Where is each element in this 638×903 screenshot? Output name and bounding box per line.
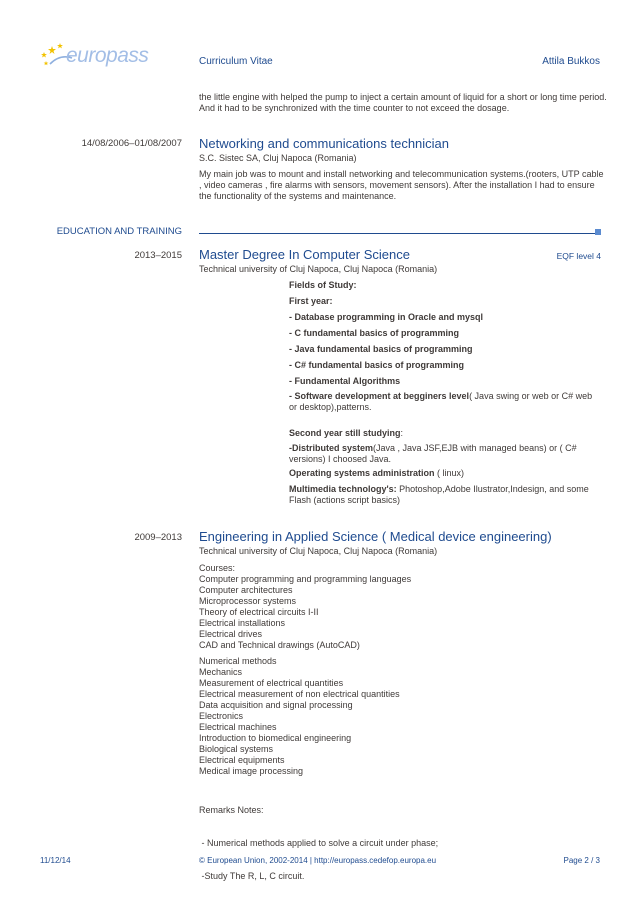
study-item-software <box>289 391 609 413</box>
distributed-bold: -Distributed system <box>289 443 374 453</box>
os-bold: Operating systems administration <box>289 468 435 478</box>
list-item: Electrical drives <box>199 629 263 639</box>
engineering-dates: 2009–2013 <box>134 532 182 543</box>
section-divider <box>199 233 596 234</box>
study-item-multimedia <box>289 484 609 506</box>
list-item: Theory of electrical circuits I-II <box>199 607 319 617</box>
list-item: Courses: <box>199 563 236 573</box>
footer-date: 11/12/14 <box>40 856 71 865</box>
footer-copyright: © European Union, 2002-2014 | http://europass.cedefop.europa.eu <box>199 856 437 865</box>
list-item: Electronics <box>199 711 244 721</box>
multimedia-rest: Photoshop,Adobe Ilustrator,Indesign, and some <box>396 484 589 494</box>
text-line: the functionality of the systems and maintenance. <box>199 191 397 201</box>
list-item: Medical image processing <box>199 766 304 776</box>
footer-page-number: Page 2 / 3 <box>563 856 600 865</box>
study-item: - C# fundamental basics of programming <box>289 360 465 370</box>
list-item: Remarks Notes: <box>199 805 264 815</box>
text-line: , video cameras , fire alarms with sensors, movement sensors). After the installation I had to ensure <box>199 180 595 190</box>
software-line2: or desktop),patterns. <box>289 402 372 412</box>
study-item-os <box>289 468 609 479</box>
text-line: And it had to be synchronized with the time counter to not exceed the dosage. <box>199 103 510 113</box>
text-line: the little engine with helped the pump to inject a certain amount of liquid for a short or long time period. <box>199 92 607 102</box>
engineering-institution: Technical university of Cluj Napoca, Cluj Napoca (Romania) <box>199 546 438 556</box>
multimedia-line2: Flash (actions script basics) <box>289 495 401 505</box>
list-item: Electrical equipments <box>199 755 285 765</box>
list-item: Numerical methods <box>199 656 277 666</box>
list-item: Biological systems <box>199 744 274 754</box>
list-item: Mechanics <box>199 667 243 677</box>
software-rest: ( Java swing or web or C# web <box>469 391 593 401</box>
master-title: Master Degree In Computer Science <box>199 247 410 262</box>
courses-list-b <box>199 656 609 777</box>
engineering-title: Engineering in Applied Science ( Medical device engineering) <box>199 529 552 544</box>
remarks-notes <box>199 783 609 893</box>
list-item: Computer architectures <box>199 585 293 595</box>
study-item: - C fundamental basics of programming <box>289 328 460 338</box>
job-employer: S.C. Sistec SA, Cluj Napoca (Romania) <box>199 153 357 163</box>
second-year-heading <box>289 428 609 439</box>
list-item: Computer programming and programming languages <box>199 574 412 584</box>
software-bold: - Software development at begginers level <box>289 391 470 401</box>
europass-logo-text: europass <box>66 44 149 67</box>
job-title: Networking and communications technician <box>199 136 450 151</box>
list-item: Electrical machines <box>199 722 277 732</box>
os-rest: ( linux) <box>434 468 465 478</box>
distributed-line2: versions) I choosed Java. <box>289 454 392 464</box>
distributed-rest: (Java , Java JSF,EJB with managed beans) or ( C# <box>373 443 577 453</box>
list-item: - Numerical methods applied to solve a circuit under phase; <box>199 838 439 848</box>
master-eqf-level: EQF level 4 <box>556 251 601 261</box>
list-item: Measurement of electrical quantities <box>199 678 344 688</box>
header-name: Attila Bukkos <box>542 56 600 67</box>
header-title: Curriculum Vitae <box>199 56 273 67</box>
list-item: Electrical installations <box>199 618 286 628</box>
master-dates: 2013–2015 <box>134 250 182 261</box>
study-item: - Database programming in Oracle and mysql <box>289 312 484 322</box>
courses-list-a <box>199 563 609 651</box>
list-item: CAD and Technical drawings (AutoCAD) <box>199 640 360 650</box>
fields-heading: Fields of Study: <box>289 280 357 290</box>
list-item: Data acquisition and signal processing <box>199 700 353 710</box>
study-item: - Fundamental Algorithms <box>289 376 401 386</box>
list-item: Electrical measurement of non electrical quantities <box>199 689 400 699</box>
study-item: - Java fundamental basics of programming <box>289 344 473 354</box>
top-paragraph <box>199 92 609 114</box>
section-heading-education: EDUCATION AND TRAINING <box>56 226 182 237</box>
list-item: Introduction to biomedical engineering <box>199 733 352 743</box>
list-item: Microprocessor systems <box>199 596 297 606</box>
second-year-bold: Second year still studying <box>289 428 401 438</box>
job-description <box>199 169 609 202</box>
text-line: My main job was to mount and install networking and telecommunication systems.(rooters, UTP cable <box>199 169 604 179</box>
section-marker-icon <box>595 229 601 235</box>
job-dates: 14/08/2006–01/08/2007 <box>81 138 182 149</box>
list-item: -Study The R, L, C circuit. <box>199 871 305 881</box>
study-item-distributed <box>289 443 609 465</box>
first-year-heading: First year: <box>289 296 333 306</box>
second-year-rest: : <box>400 428 404 438</box>
master-institution: Technical university of Cluj Napoca, Cluj Napoca (Romania) <box>199 264 438 274</box>
multimedia-bold: Multimedia technology's: <box>289 484 397 494</box>
